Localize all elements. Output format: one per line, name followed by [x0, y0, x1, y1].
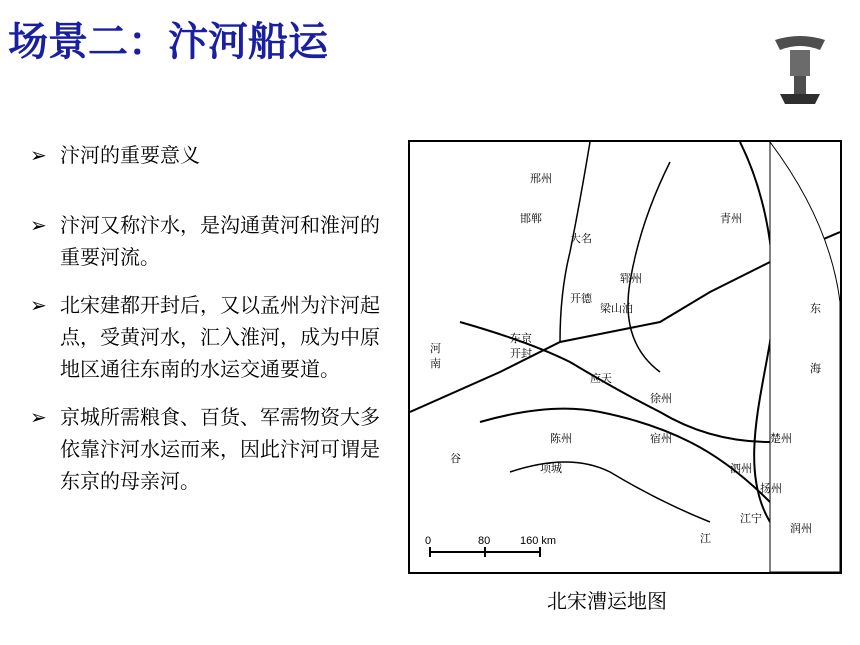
map-frame: [408, 140, 842, 574]
map-label-nan: 南: [430, 358, 441, 370]
map-label-yingtian: 应天: [590, 373, 612, 385]
map-label-dongjing: 东京: [510, 333, 532, 345]
map-label-xuzhou: 徐州: [650, 393, 672, 405]
map-label-kaifeng: 开封: [510, 348, 532, 360]
map-label-daming: 大名: [570, 233, 592, 245]
bronze-vessel-icon: [770, 32, 830, 104]
scale-zero: 0: [425, 535, 432, 547]
map-label-chenzhou: 陈州: [550, 433, 572, 445]
map-label-yunzhou: 郓州: [620, 273, 642, 285]
bullet-list: [30, 140, 380, 514]
map-label-suzhou: 宿州: [650, 433, 672, 445]
slide-title: 场景二：汴河船运: [8, 20, 328, 64]
map-label-yangzhou: 扬州: [760, 483, 782, 495]
map-label-he: 河: [430, 343, 441, 355]
scale-160: 160 km: [520, 535, 557, 547]
map-label-qingzhou: 青州: [720, 213, 742, 225]
map-label-liangshanpo: 梁山泊: [600, 303, 633, 315]
map-label-handan: 邯郸: [520, 213, 542, 225]
map-graphic: [410, 142, 840, 572]
bullet-item: ➢ 京城所需粮食、百货、军需物资大多依靠汴河水运而来，因此汴河可谓是东京的母亲河。: [30, 402, 380, 498]
map-label-gu: 谷: [450, 453, 461, 465]
map-label-kaide: 开德: [570, 293, 592, 305]
map-label-sizhou: 泗州: [730, 463, 752, 475]
map-label-dong: 东: [810, 303, 821, 315]
map-label-hai: 海: [810, 363, 821, 375]
scale-eighty: 80: [478, 535, 491, 547]
map-label-chuzhou: 楚州: [770, 433, 792, 445]
bullet-item: ➢ 汴河的重要意义: [30, 140, 380, 172]
map-label-runzhou: 润州: [790, 523, 812, 535]
map-label-jiang: 江: [700, 533, 711, 545]
bullet-item: ➢ 汴河又称汴水，是沟通黄河和淮河的重要河流。: [30, 210, 380, 274]
map-label-xiangcheng: 项城: [540, 463, 562, 475]
map-label-jiangning: 江宁: [740, 513, 762, 525]
map-label-xingzhou: 邢州: [530, 173, 552, 185]
bullet-item: ➢ 北宋建都开封后，又以孟州为汴河起点，受黄河水，汇入淮河，成为中原地区通往东南的水运交通要道。: [30, 290, 380, 386]
map-caption: 北宋漕运地图: [547, 591, 667, 613]
